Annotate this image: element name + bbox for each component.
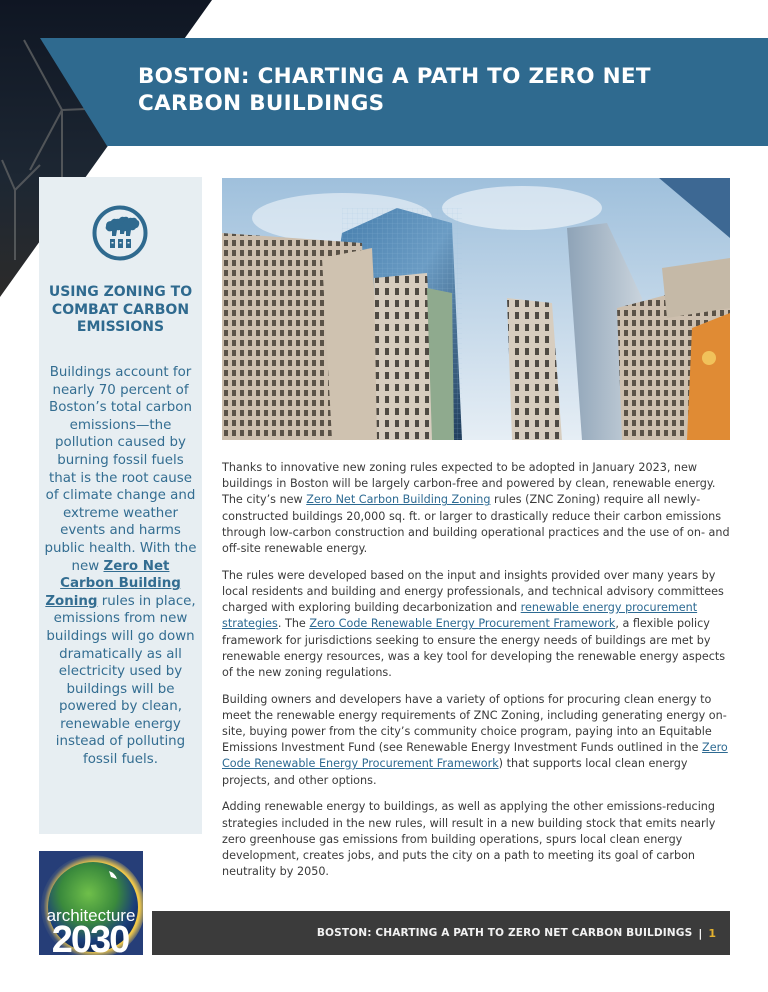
sidebar-text: rules in place, emissions from new buildings will go down dramatically as all electricity used by buildings will be powered by clean, renewable energy instead of polluting fossil fuels.	[46, 593, 196, 768]
page-footer	[152, 911, 730, 955]
paragraph-text: rules (ZNC Zoning) require all newly-constructed buildings 20,000 sq. ft. or larger to drastically reduce their carbon emissions through low-carbon construction and building operational practices and the use of on- and off-site renewable energy.	[222, 493, 730, 556]
paragraph	[222, 460, 732, 557]
zero-code-framework-link[interactable]: Zero Code Renewable Energy Procurement Framework	[222, 741, 728, 771]
footer-title: BOSTON: CHARTING A PATH TO ZERO NET CARBON BUILDINGS	[316, 927, 693, 939]
smokestacks-emissions-icon	[91, 204, 149, 262]
page-number: 1	[708, 926, 716, 940]
paragraph-text: ) that supports local clean energy projects, and other options.	[222, 757, 688, 787]
sidebar-text: Buildings account for nearly 70 percent of Boston’s total carbon emissions—the pollution caused by burning fossil fuels that is the root cause of climate change and extreme weather events and harms public health. With the new	[44, 365, 197, 574]
paragraph-text: Thanks to innovative new zoning rules expected to be adopted in January 2023, new buildings in Boston will be largely carbon-free and powered by clean, renewable energy. The city’s new	[222, 461, 716, 507]
footer-separator: |	[698, 926, 703, 940]
paragraph-text: The rules were developed based on the input and insights provided over many years by local residents and building and energy professionals, and technical advisory committees charged with exploring building decarbonization and	[222, 568, 724, 615]
logo-year: 2030	[51, 919, 129, 955]
renewable-energy-procurement-link[interactable]: renewable energy procurement strategies	[222, 601, 698, 631]
paragraph: Adding renewable energy to buildings, as well as applying the other emissions-reducing strategies included in the new rules, will result in a new building stock that emits nearly zero greenhouse gas emissions from building operations, spurs local clean energy development, creates jobs, and puts the city on a path to meeting its goal of carbon neutrality by 2050.	[222, 800, 716, 879]
architecture-2030-logo	[39, 851, 143, 955]
sidebar-body	[44, 364, 197, 769]
paragraph	[222, 568, 732, 681]
zero-net-carbon-zoning-link[interactable]: Zero Net Carbon Building Zoning	[45, 558, 181, 609]
paragraph-text: Building owners and developers have a variety of options for procuring clean energy to meet the renewable energy requirements of ZNC Zoning, including generating energy on-site, buying power from the city’s community choice program, paying into an Equitable Emissions Investment Fund (see Renewable Energy Investment Funds outlined in the	[222, 692, 727, 755]
paragraph	[222, 692, 732, 789]
page-title: BOSTON: CHARTING A PATH TO ZERO NET CARBON BUILDINGS	[138, 64, 651, 116]
sidebar-heading: USING ZONING TO COMBAT CARBON EMISSIONS	[48, 284, 193, 335]
boston-skyscrapers-photo	[222, 178, 730, 440]
paragraph-text: , a flexible policy framework for jurisdictions seeking to ensure the energy needs of buildings are met by renewable energy resources, was a key tool for developing the renewable energy aspects of the new zoning regulations.	[222, 617, 726, 679]
logo-wordmark: architecture	[46, 906, 136, 925]
zero-code-framework-link[interactable]: Zero Code Renewable Energy Procurement Framework	[309, 617, 616, 631]
article-body	[222, 460, 732, 891]
paragraph-text: . The	[277, 617, 310, 631]
zero-net-carbon-zoning-link[interactable]: Zero Net Carbon Building Zoning	[306, 493, 491, 507]
